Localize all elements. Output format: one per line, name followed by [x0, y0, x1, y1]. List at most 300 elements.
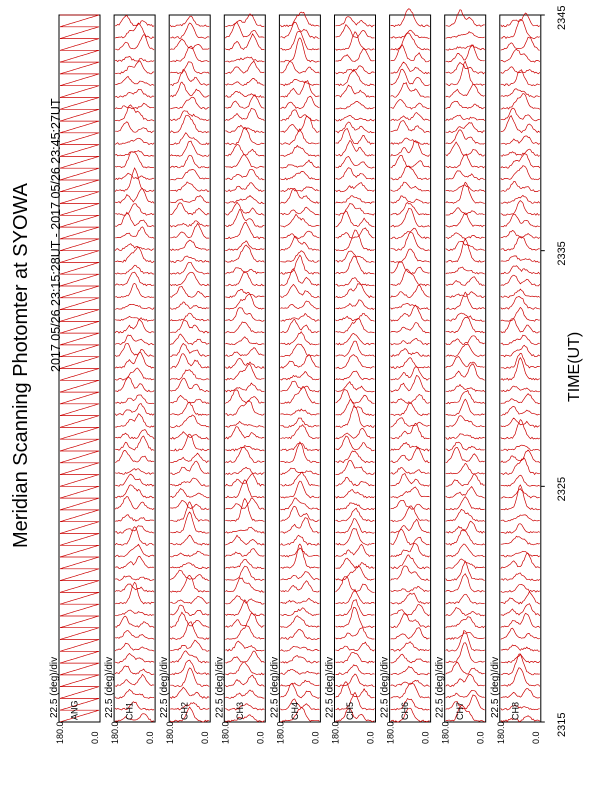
- scan-trace: [391, 323, 430, 333]
- scan-trace: [336, 341, 375, 357]
- scan-trace: [446, 208, 485, 215]
- x-axis-title: TIME(UT): [566, 331, 583, 402]
- panel-group: [49, 9, 541, 744]
- scan-trace: [391, 208, 430, 227]
- scan-trace: [60, 321, 99, 333]
- scan-trace: [446, 357, 485, 368]
- scan-trace: [115, 702, 154, 710]
- scan-trace: [391, 586, 430, 592]
- scan-trace: [501, 668, 540, 687]
- scan-trace: [391, 367, 430, 380]
- scan-trace: [60, 62, 99, 74]
- scan-trace: [501, 266, 540, 275]
- scan-trace: [60, 192, 99, 204]
- scan-trace: [60, 74, 99, 86]
- scan-trace: [391, 249, 430, 262]
- scan-trace: [446, 474, 485, 487]
- panel-ch3: [214, 14, 265, 744]
- scan-trace: [280, 255, 319, 274]
- scan-trace: [115, 168, 154, 192]
- scan-trace: [170, 256, 209, 263]
- scan-trace: [280, 129, 319, 145]
- scan-trace: [60, 404, 99, 416]
- scan-trace: [60, 475, 99, 487]
- scan-trace: [336, 66, 375, 74]
- scan-trace: [60, 204, 99, 216]
- scan-trace: [391, 138, 430, 144]
- scan-trace: [115, 244, 154, 251]
- scan-trace: [60, 416, 99, 428]
- scan-trace: [115, 689, 154, 698]
- scan-trace: [501, 420, 540, 439]
- scan-trace: [170, 434, 209, 451]
- scan-trace: [280, 629, 319, 639]
- chart-subtitle: 2017 05/26 23:15:28UT - 2017 05/26 23:45:27UT: [49, 98, 63, 372]
- scan-trace: [60, 98, 99, 110]
- scan-trace: [115, 610, 154, 616]
- scan-trace: [391, 500, 430, 509]
- scan-trace: [60, 698, 99, 710]
- channel-name: CH1: [124, 701, 135, 720]
- scan-trace: [225, 78, 264, 85]
- channel-name: CH8: [510, 701, 521, 720]
- panel-ch5: [325, 15, 376, 744]
- scan-trace: [170, 551, 209, 557]
- scan-trace: [170, 133, 209, 145]
- scan-trace: [60, 239, 99, 251]
- scan-trace: [280, 251, 319, 263]
- scan-trace: [501, 154, 540, 168]
- scan-trace: [60, 369, 99, 381]
- scan-trace: [115, 151, 154, 157]
- scan-trace: [60, 581, 99, 593]
- scan-trace: [60, 439, 99, 451]
- scan-trace: [280, 231, 319, 238]
- scan-trace: [336, 607, 375, 627]
- scan-trace: [446, 62, 485, 73]
- scan-trace: [115, 368, 154, 380]
- scan-trace: [280, 332, 319, 345]
- scan-trace: [391, 593, 430, 604]
- scan-trace: [501, 275, 540, 286]
- scan-trace: [336, 674, 375, 687]
- scan-trace: [446, 45, 485, 62]
- scan-trace: [280, 598, 319, 604]
- scan-trace: [170, 605, 209, 616]
- scan-trace: [336, 32, 375, 51]
- scan-trace: [60, 427, 99, 439]
- scan-trace: [501, 256, 540, 262]
- scan-trace: [501, 307, 540, 321]
- scan-trace: [115, 430, 154, 439]
- scan-trace: [225, 527, 264, 533]
- scan-trace: [60, 86, 99, 98]
- scan-trace: [170, 196, 209, 204]
- scan-trace: [115, 674, 154, 686]
- y-tick-label: 0.0: [255, 731, 266, 744]
- scan-trace: [170, 563, 209, 569]
- scan-trace: [391, 232, 430, 250]
- scan-trace: [501, 335, 540, 345]
- scan-trace: [225, 322, 264, 333]
- scan-trace: [115, 450, 154, 462]
- scan-trace: [336, 406, 375, 428]
- scan-trace: [225, 421, 264, 427]
- scan-trace: [115, 204, 154, 216]
- scan-trace: [170, 378, 209, 392]
- scan-trace: [170, 62, 209, 74]
- scan-trace: [280, 481, 319, 498]
- scan-trace: [446, 594, 485, 604]
- scan-trace: [501, 536, 540, 545]
- scan-trace: [446, 695, 485, 710]
- scan-trace: [225, 390, 264, 404]
- x-tick-label: 2345: [555, 5, 568, 30]
- scan-trace: [280, 313, 319, 321]
- scan-trace: [446, 662, 485, 674]
- scan-trace: [170, 203, 209, 215]
- scan-trace: [501, 358, 540, 381]
- scan-trace: [60, 145, 99, 157]
- scan-trace: [391, 182, 430, 191]
- x-tick-label: 2315: [555, 712, 568, 737]
- y-tick-label: 180.0: [55, 721, 65, 744]
- panel-frame: [169, 15, 210, 722]
- scan-trace: [225, 183, 264, 192]
- scan-trace: [115, 265, 154, 274]
- scan-trace: [170, 660, 209, 674]
- scan-trace: [115, 631, 154, 640]
- scan-trace: [446, 574, 485, 592]
- scan-trace: [115, 138, 154, 144]
- scan-trace: [280, 32, 319, 51]
- scan-trace: [501, 645, 540, 651]
- scan-trace: [115, 584, 154, 592]
- scan-trace: [60, 569, 99, 581]
- scan-trace: [60, 380, 99, 392]
- scan-trace: [336, 122, 375, 133]
- scan-trace: [170, 182, 209, 192]
- scan-trace: [170, 703, 209, 710]
- scan-trace: [170, 320, 209, 333]
- panel-ch8: [490, 13, 541, 744]
- scan-trace: [280, 284, 319, 297]
- scan-trace: [115, 436, 154, 451]
- channel-name: CH6: [400, 701, 411, 720]
- scan-trace: [391, 423, 430, 438]
- scan-trace: [446, 239, 485, 262]
- scan-trace: [225, 641, 264, 651]
- scan-trace: [115, 227, 154, 239]
- scan-trace: [501, 195, 540, 203]
- scan-trace: [501, 592, 540, 604]
- y-tick-label: 180.0: [385, 721, 396, 744]
- scan-trace: [280, 344, 319, 357]
- scan-trace: [336, 490, 375, 499]
- scan-trace: [501, 613, 540, 627]
- x-tick-label: 2325: [555, 476, 568, 502]
- scan-trace: [391, 358, 430, 369]
- scan-trace: [446, 233, 485, 239]
- scan-trace: [60, 27, 99, 39]
- scan-trace: [501, 37, 540, 50]
- scan-trace: [336, 355, 375, 369]
- scan-trace: [336, 558, 375, 568]
- scan-trace: [225, 57, 264, 62]
- scan-trace: [225, 626, 264, 640]
- scan-trace: [446, 416, 485, 427]
- scan-trace: [446, 690, 485, 697]
- scan-trace: [446, 509, 485, 521]
- scan-trace: [115, 352, 154, 368]
- scan-trace: [336, 256, 375, 274]
- scan-trace: [170, 354, 209, 369]
- scan-trace: [446, 617, 485, 628]
- scan-trace: [501, 49, 540, 62]
- scan-trace: [391, 304, 430, 310]
- y-tick-label: 180.0: [440, 721, 451, 744]
- scan-trace: [280, 269, 319, 286]
- scan-trace: [446, 213, 485, 227]
- scan-trace: [115, 335, 154, 345]
- scan-trace: [336, 313, 375, 321]
- scan-trace: [225, 272, 264, 286]
- scan-trace: [501, 654, 540, 663]
- scan-trace: [280, 160, 319, 168]
- scan-trace: [60, 498, 99, 510]
- scan-trace: [115, 247, 154, 262]
- scale-label: 22.5 (deg)/div: [104, 656, 116, 718]
- scan-trace: [280, 381, 319, 392]
- scan-trace: [280, 22, 319, 38]
- scan-trace: [60, 463, 99, 475]
- scan-trace: [225, 14, 264, 27]
- scan-trace: [170, 402, 209, 415]
- scan-trace: [170, 461, 209, 475]
- scan-trace: [280, 110, 319, 121]
- scan-trace: [280, 572, 319, 580]
- scan-trace: [501, 585, 540, 593]
- scan-trace: [391, 394, 430, 403]
- scan-trace: [115, 643, 154, 651]
- scan-trace: [280, 616, 319, 628]
- scan-trace: [280, 548, 319, 557]
- scan-trace: [391, 121, 430, 133]
- scan-trace: [446, 559, 485, 569]
- scan-trace: [225, 480, 264, 498]
- scan-trace: [170, 478, 209, 486]
- scan-trace: [280, 581, 319, 592]
- scan-trace: [225, 358, 264, 368]
- scan-trace: [336, 544, 375, 556]
- scan-trace: [446, 32, 485, 39]
- scan-trace: [170, 240, 209, 250]
- scan-trace: [446, 434, 485, 439]
- scan-trace: [60, 663, 99, 675]
- y-tick-label: 0.0: [145, 731, 156, 744]
- scan-trace: [280, 355, 319, 368]
- scan-trace: [446, 154, 485, 168]
- panel-ch6: [380, 9, 431, 744]
- scan-trace: [501, 108, 540, 121]
- chart-title: Meridian Scanning Photomter at SYOWA: [10, 183, 32, 548]
- scan-trace: [446, 544, 485, 557]
- scan-trace: [446, 182, 485, 203]
- scan-trace: [336, 85, 375, 97]
- y-tick-label: 0.0: [475, 731, 486, 744]
- scan-trace: [336, 400, 375, 416]
- scan-trace: [115, 666, 154, 675]
- scan-trace: [170, 535, 209, 545]
- scan-trace: [501, 573, 540, 581]
- scan-trace: [60, 687, 99, 699]
- scan-trace: [115, 485, 154, 498]
- scan-trace: [336, 48, 375, 61]
- scan-trace: [225, 364, 264, 380]
- scan-trace: [501, 19, 540, 38]
- scan-trace: [170, 687, 209, 698]
- scan-trace: [280, 669, 319, 674]
- scan-trace: [60, 545, 99, 557]
- scan-trace: [446, 142, 485, 156]
- scan-trace: [501, 406, 540, 415]
- scan-trace: [446, 241, 485, 250]
- y-tick-label: 180.0: [495, 721, 506, 744]
- scan-trace: [60, 286, 99, 298]
- scan-trace: [170, 415, 209, 428]
- scan-trace: [446, 390, 485, 403]
- scan-trace: [336, 428, 375, 439]
- scan-trace: [280, 214, 319, 227]
- scan-trace: [391, 614, 430, 628]
- scan-trace: [225, 209, 264, 227]
- y-tick-label: 180.0: [110, 721, 121, 744]
- scan-trace: [115, 474, 154, 486]
- scan-trace: [336, 70, 375, 86]
- scan-trace: [225, 202, 264, 215]
- scan-trace: [501, 386, 540, 392]
- scan-trace: [446, 277, 485, 286]
- scan-trace: [391, 305, 430, 321]
- scan-trace: [225, 566, 264, 580]
- scan-trace: [501, 445, 540, 451]
- scan-trace: [280, 96, 319, 109]
- scan-trace: [225, 337, 264, 345]
- scan-trace: [336, 642, 375, 651]
- scan-trace: [115, 320, 154, 333]
- scan-trace: [225, 400, 264, 415]
- scan-trace: [115, 152, 154, 168]
- scan-trace: [60, 227, 99, 239]
- scan-trace: [391, 196, 430, 203]
- scan-trace: [391, 487, 430, 498]
- scan-trace: [170, 115, 209, 133]
- scan-trace: [501, 515, 540, 522]
- scan-trace: [336, 168, 375, 180]
- scan-trace: [391, 155, 430, 168]
- scan-trace: [225, 125, 264, 132]
- scan-trace: [336, 665, 375, 675]
- scan-trace: [115, 89, 154, 97]
- scan-trace: [225, 308, 264, 322]
- y-tick-label: 0.0: [530, 731, 541, 744]
- scan-trace: [115, 103, 154, 109]
- channel-name: ANG: [69, 700, 80, 720]
- scan-trace: [115, 105, 154, 121]
- scan-trace: [225, 499, 264, 522]
- scan-trace: [446, 497, 485, 510]
- scan-trace: [225, 498, 264, 510]
- scan-trace: [115, 616, 154, 628]
- scan-trace: [280, 172, 319, 180]
- scan-trace: [170, 221, 209, 227]
- channel-name: CH7: [455, 701, 466, 720]
- scan-trace: [60, 109, 99, 121]
- scan-trace: [336, 115, 375, 121]
- scan-trace: [446, 385, 485, 393]
- scan-trace: [60, 298, 99, 310]
- scan-trace: [115, 714, 154, 722]
- scan-trace: [60, 710, 99, 722]
- scan-trace: [391, 543, 430, 557]
- scan-trace: [336, 528, 375, 545]
- scan-trace: [280, 656, 319, 664]
- channel-name: CH5: [345, 701, 355, 720]
- scan-trace: [446, 344, 485, 357]
- scan-trace: [391, 9, 430, 27]
- scan-trace: [60, 333, 99, 345]
- scale-label: 22.5 (deg)/div: [324, 656, 336, 718]
- scan-trace: [115, 395, 154, 404]
- scan-trace: [336, 436, 375, 451]
- scan-trace: [225, 383, 264, 392]
- y-tick-label: 0.0: [420, 731, 431, 744]
- channel-name: CH3: [234, 701, 245, 720]
- scan-trace: [60, 310, 99, 322]
- scan-trace: [60, 604, 99, 616]
- scan-trace: [446, 84, 485, 97]
- scan-trace: [391, 338, 430, 345]
- scan-trace: [225, 22, 264, 38]
- scan-trace: [446, 561, 485, 580]
- scan-trace: [225, 662, 264, 675]
- scan-trace: [336, 333, 375, 345]
- scan-trace: [115, 316, 154, 321]
- scan-trace: [170, 111, 209, 121]
- scan-trace: [170, 651, 209, 663]
- scale-label: 22.5 (deg)/div: [214, 656, 226, 718]
- scan-trace: [501, 489, 540, 499]
- scan-trace: [115, 527, 154, 546]
- scan-trace: [391, 418, 430, 427]
- scan-trace: [280, 498, 319, 510]
- scan-trace: [501, 89, 540, 98]
- scan-trace: [280, 207, 319, 215]
- scan-trace: [391, 113, 430, 121]
- scan-trace: [501, 394, 540, 404]
- scan-trace: [60, 628, 99, 640]
- scan-trace: [501, 628, 540, 639]
- scan-trace: [446, 10, 485, 27]
- y-tick-label: 180.0: [275, 721, 286, 744]
- x-axis-ticks: [541, 6, 568, 737]
- scan-trace: [336, 101, 375, 109]
- scan-trace: [336, 17, 375, 27]
- y-tick-label: 180.0: [220, 721, 231, 744]
- scan-trace: [170, 46, 209, 62]
- scan-trace: [170, 343, 209, 356]
- scan-trace: [391, 642, 430, 652]
